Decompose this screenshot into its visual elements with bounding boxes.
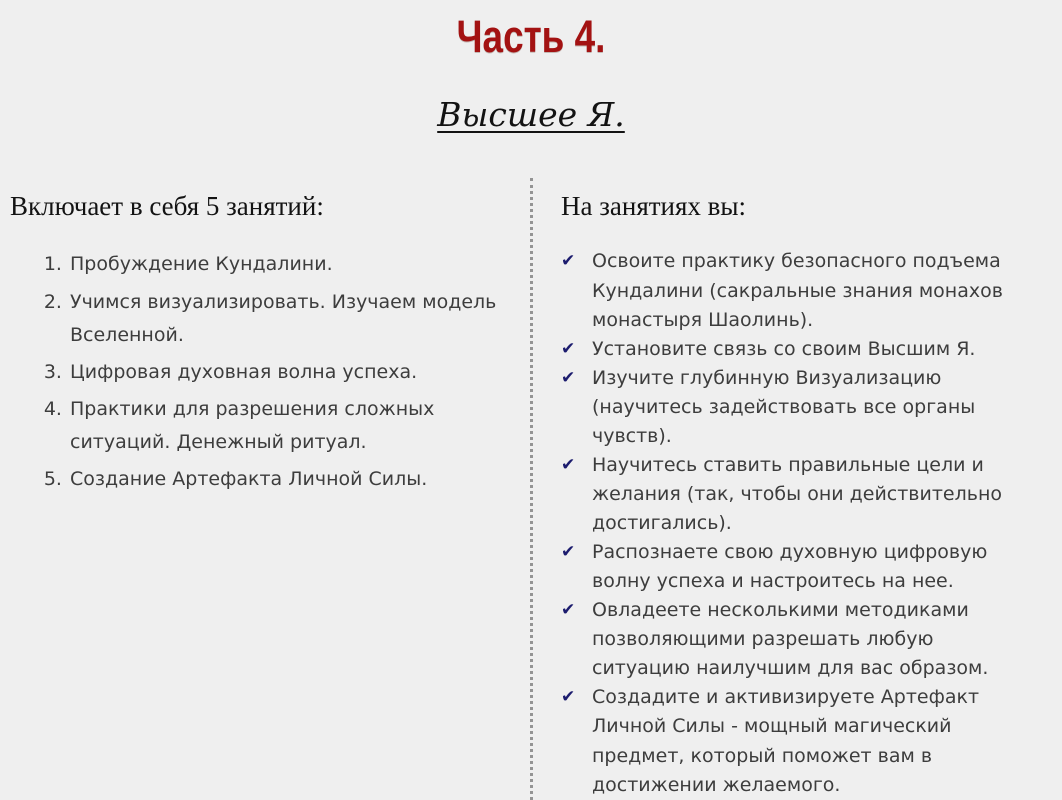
lessons-column (10, 178, 530, 800)
check-icon: ✔ (561, 251, 576, 272)
check-icon: ✔ (561, 600, 576, 621)
list-item (561, 683, 1016, 799)
list-item: 3. Цифровая духовная волна успеха. (68, 356, 504, 389)
list-item: 5. Создание Артефакта Личной Силы. (68, 463, 504, 496)
list-item (561, 364, 1016, 451)
list-item-text: Установите связь со своим Высшим Я. (592, 337, 976, 360)
list-item: 2. Учимся визуализировать. Изучаем модель Вселенной. (68, 286, 504, 352)
list-item-text: Освоите практику безопасного подъема Кундалини (сакральные знания монахов монастыря Шаолинь). (592, 250, 1003, 331)
check-icon: ✔ (561, 338, 576, 359)
list-item: 4. Практики для разрешения сложных ситуаций. Денежный ритуал. (68, 393, 504, 459)
list-item (561, 247, 1016, 334)
check-icon: ✔ (561, 542, 576, 563)
list-item-text: Изучите глубинную Визуализацию (научитесь задействовать все органы чувств). (592, 366, 976, 447)
list-item-text: Научитесь ставить правильные цели и желания (так, чтобы они действительно достигались). (592, 453, 1003, 535)
outcomes-column (533, 178, 1062, 800)
check-icon: ✔ (561, 367, 576, 388)
lessons-list (10, 248, 530, 495)
check-icon: ✔ (561, 687, 576, 708)
list-item: 1. Пробуждение Кундалини. (68, 248, 504, 281)
lessons-heading: Включает в себя 5 занятий: (10, 191, 324, 222)
two-column-layout (0, 178, 1062, 800)
list-item (561, 335, 1016, 364)
list-item (561, 538, 1016, 596)
page-title: Часть 4. (456, 11, 606, 62)
list-item-text: Овладеете несколькими методиками позволяющими разрешать любую ситуацию наилучшим для вас образом. (592, 599, 989, 680)
page (0, 12, 1062, 800)
list-item (561, 596, 1016, 683)
outcomes-heading: На занятиях вы: (561, 191, 747, 222)
outcomes-list (561, 247, 1016, 799)
list-item (561, 451, 1016, 538)
check-icon: ✔ (561, 454, 576, 475)
list-item-text: Распознаете свою духовную цифровую волну успеха и настроитесь на нее. (592, 541, 988, 593)
list-item-text: Создадите и активизируете Артефакт Личной Силы - мощный магический предмет, который поможет вам в достижении желаемого. (592, 686, 980, 796)
page-subtitle: Высшее Я. (437, 94, 625, 134)
